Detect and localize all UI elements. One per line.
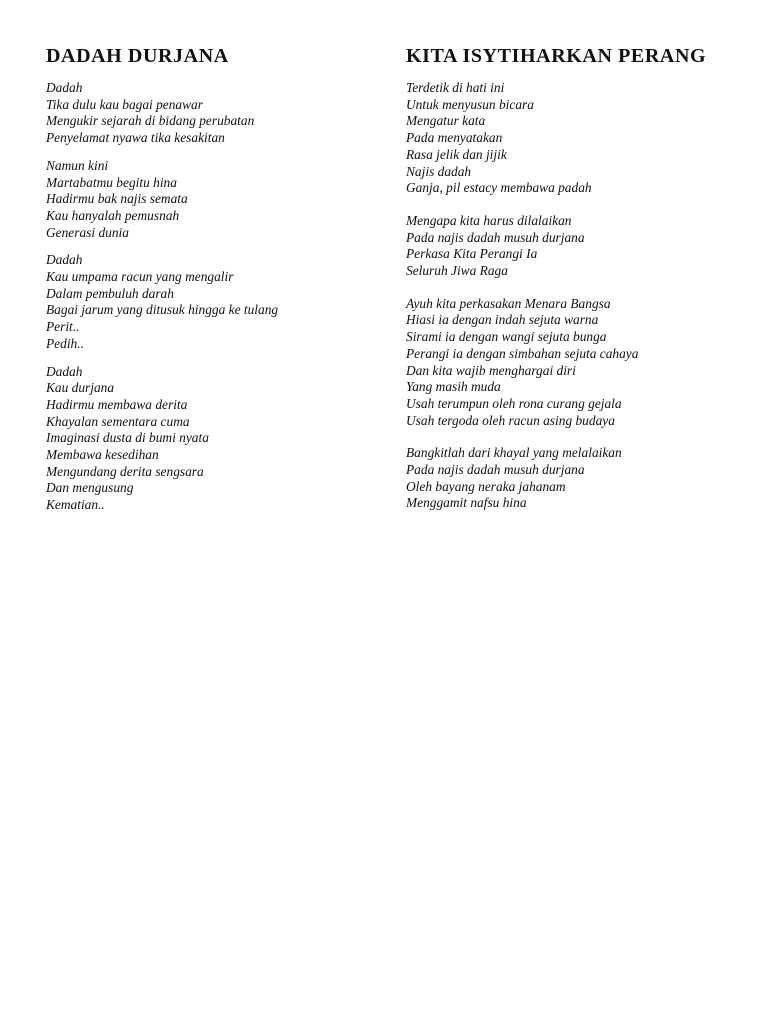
poem-line: Kau hanyalah pemusnah [46, 207, 180, 223]
poem-line: Perkasa Kita Perangi Ia [406, 246, 538, 262]
poem-line: Mengundang derita sengsara [46, 463, 204, 479]
poem-line: Dan kita wajib menghargai diri [406, 362, 576, 378]
poem-kita-isytiharkan-perang [406, 44, 736, 528]
poem-line: Imaginasi dusta di bumi nyata [46, 430, 209, 446]
poem-line: Membawa kesedihan [46, 447, 159, 463]
poem-line: Hadirmu bak najis semata [46, 191, 188, 207]
stanza [46, 80, 376, 147]
poem-line: Usah tergoda oleh racun asing budaya [406, 412, 615, 428]
poem-line: Ayuh kita perkasakan Menara Bangsa [406, 295, 611, 311]
poem-line: Ganja, pil estacy membawa padah [406, 180, 592, 196]
poem-line: Hadirmu membawa derita [46, 396, 188, 412]
poem-line: Dan mengusung [46, 480, 134, 496]
stanza-list [46, 80, 376, 514]
poem-line: Kau durjana [46, 380, 115, 396]
poem-line: Kau umpama racun yang mengalir [46, 269, 234, 285]
poem-line: Dadah [46, 80, 83, 95]
poem-line: Namun kini [46, 157, 109, 173]
poem-line: Dadah [46, 363, 83, 379]
poem-line: Generasi dunia [46, 224, 129, 240]
poem-line: Perangi ia dengan simbahan sejuta cahaya [406, 345, 639, 361]
poem-line: Pada menyatakan [406, 130, 503, 146]
poem-line: Pedih.. [46, 335, 84, 351]
poem-line: Tika dulu kau bagai penawar [46, 96, 203, 112]
poem-line: Bagai jarum yang ditusuk hingga ke tulang [46, 302, 279, 318]
stanza [46, 252, 376, 352]
poem-line: Mengukir sejarah di bidang perubatan [46, 113, 255, 129]
poem-line: Khayalan sementara cuma [46, 413, 190, 429]
poem-line: Oleh bayang neraka jahanam [406, 478, 566, 494]
poem-line: Untuk menyusun bicara [406, 96, 534, 112]
poem-line: Pada najis dadah musuh durjana [406, 229, 585, 245]
stanza [406, 445, 736, 512]
poem-line: Mengapa kita harus dilalaikan [406, 212, 572, 228]
poem-line: Menggamit nafsu hina [406, 495, 527, 511]
poem-dadah-durjana [46, 44, 376, 525]
stanza [406, 80, 736, 197]
poem-line: Dadah [46, 252, 83, 268]
stanza-list [406, 80, 736, 512]
stanza [406, 213, 736, 280]
stanza [46, 158, 376, 242]
poem-line: Rasa jelik dan jijik [406, 146, 507, 162]
poem-line: Seluruh Jiwa Raga [406, 263, 508, 279]
poem-title: DADAH DURJANA [46, 45, 229, 67]
poem-line: Najis dadah [406, 163, 472, 179]
poem-line: Mengatur kata [406, 113, 486, 129]
poem-line: Usah terumpun oleh rona curang gejala [406, 395, 622, 411]
poem-line: Bangkitlah dari khayal yang melalaikan [406, 445, 622, 461]
poem-line: Pada najis dadah musuh durjana [406, 462, 585, 478]
stanza [46, 364, 376, 514]
poem-line: Yang masih muda [406, 379, 501, 395]
poem-line: Perit.. [46, 319, 80, 335]
poem-line: Martabatmu begitu hina [46, 174, 177, 190]
stanza [406, 296, 736, 430]
poem-line: Sirami ia dengan wangi sejuta bunga [406, 329, 607, 345]
poem-title: KITA ISYTIHARKAN PERANG [406, 45, 707, 67]
poem-line: Dalam pembuluh darah [46, 285, 174, 301]
poem-line: Terdetik di hati ini [406, 80, 505, 95]
poem-line: Penyelamat nyawa tika kesakitan [46, 130, 225, 146]
poem-line: Hiasi ia dengan indah sejuta warna [406, 312, 599, 328]
poem-line: Kematian.. [46, 497, 105, 513]
